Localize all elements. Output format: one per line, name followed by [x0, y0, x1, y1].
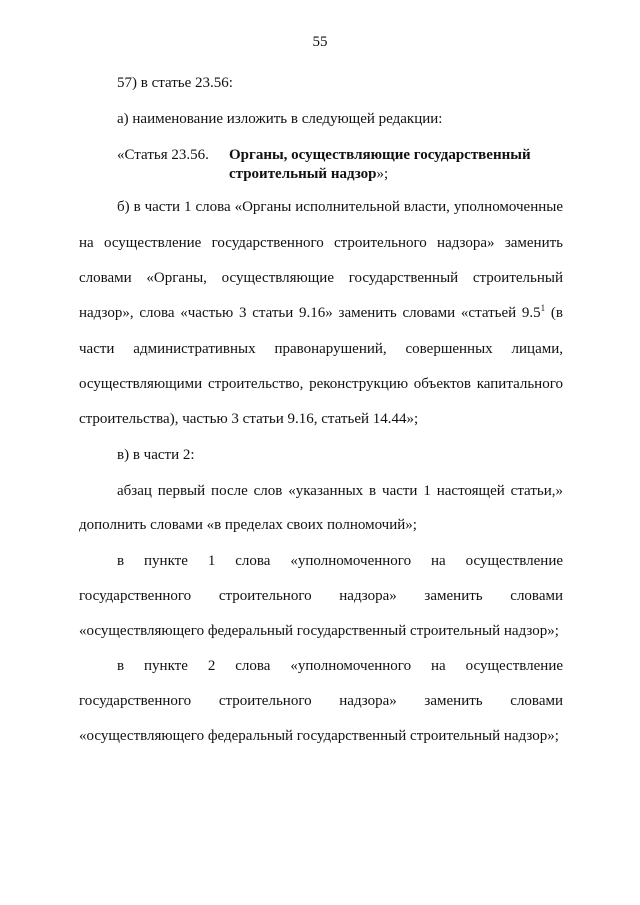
- subitem-b-line-4: [79, 304, 563, 322]
- subitem-b-line-3: словами «Органы, осуществляющие государственный строительный: [79, 270, 563, 286]
- subitem-b-line-6: осуществляющими строительство, реконструкцию объектов капитального: [79, 376, 563, 392]
- superscript-1: 1: [540, 303, 546, 313]
- article-title-line-2-bold: строительный надзор: [229, 166, 377, 182]
- item-57: 57) в статье 23.56:: [117, 75, 233, 91]
- point-1-line-3: «осуществляющего федеральный государственный строительный надзор»;: [79, 623, 559, 639]
- page-number: 55: [312, 34, 328, 50]
- subitem-b-line-5: части административных правонарушений, совершенных лицами,: [79, 341, 563, 357]
- point-1-line-1: в пункте 1 слова «уполномоченного на осуществление: [117, 553, 563, 569]
- point-2-line-2: государственного строительного надзора» заменить словами: [79, 693, 563, 709]
- article-title: [229, 146, 559, 184]
- point-1-line-2: государственного строительного надзора» заменить словами: [79, 588, 563, 604]
- article-title-line-2-tail: »;: [376, 166, 389, 182]
- article-title-line-2: [229, 165, 559, 184]
- point-2-line-1: в пункте 2 слова «уполномоченного на осуществление: [117, 658, 563, 674]
- subitem-a: а) наименование изложить в следующей редакции:: [117, 111, 443, 127]
- article-label: «Статья 23.56.: [117, 147, 209, 163]
- article-title-line-1: Органы, осуществляющие государственный: [229, 147, 531, 163]
- subitem-b-line-4-post: (в: [545, 305, 563, 321]
- subitem-b-line-4-pre: надзор», слова «частью 3 статьи 9.16» заменить словами «статьей 9.5: [79, 305, 541, 321]
- subitem-b-line-1: б) в части 1 слова «Органы исполнительной власти, уполномоченные: [117, 199, 563, 215]
- subitem-b-line-2: на осуществление государственного строительного надзора» заменить: [79, 235, 563, 251]
- paragraph-1-line-2: дополнить словами «в пределах своих полномочий»;: [79, 517, 417, 533]
- point-2-line-3: «осуществляющего федеральный государственный строительный надзор»;: [79, 728, 559, 744]
- subitem-b-line-7: строительства), частью 3 статьи 9.16, статьей 14.44»;: [79, 411, 419, 427]
- subitem-v: в) в части 2:: [117, 447, 195, 463]
- paragraph-1-line-1: абзац первый после слов «указанных в части 1 настоящей статьи,»: [117, 483, 563, 499]
